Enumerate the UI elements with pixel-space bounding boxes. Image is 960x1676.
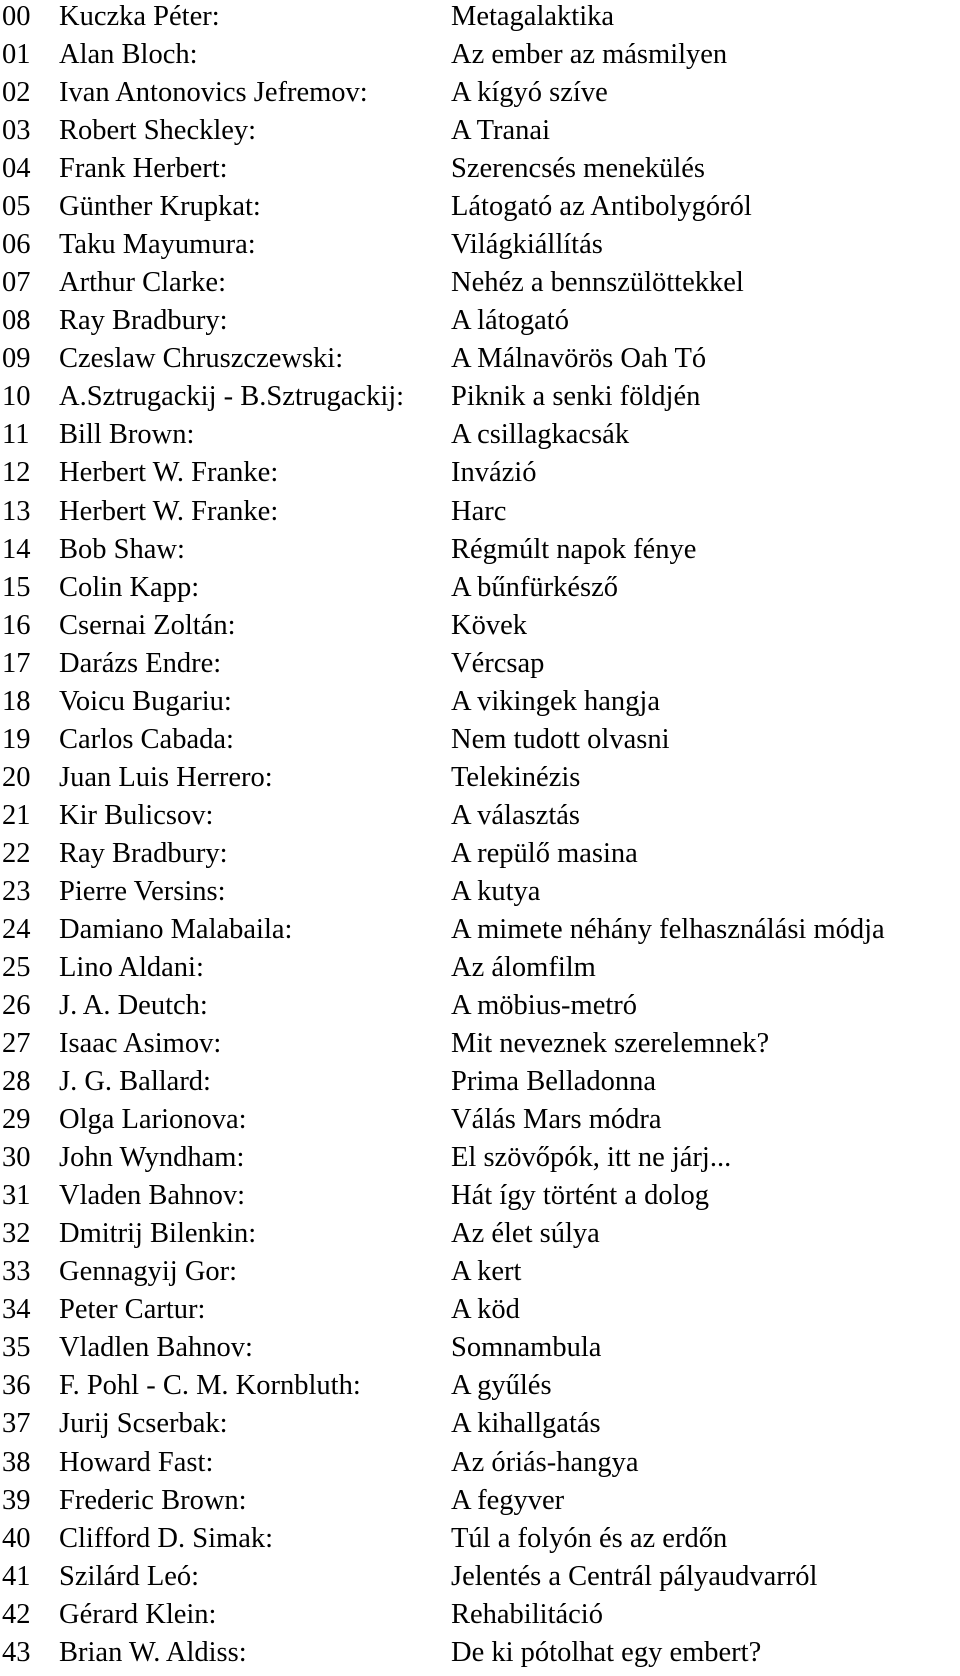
entry-number: 21 <box>2 799 31 831</box>
entry-title: Mit neveznek szerelemnek? <box>451 1028 770 1060</box>
entry-title: Jelentés a Centrál pályaudvarról <box>451 1560 818 1592</box>
entry-author: Ivan Antonovics Jefremov: <box>59 77 368 109</box>
list-item <box>0 302 960 340</box>
entry-number: 34 <box>2 1294 31 1326</box>
entry-title: A kígyó szíve <box>451 77 608 109</box>
entry-author: Jurij Scserbak: <box>59 1408 228 1440</box>
entry-title: A möbius-metró <box>451 990 638 1022</box>
list-item <box>0 873 960 911</box>
list-item <box>0 1253 960 1291</box>
entry-title: Nem tudott olvasni <box>451 723 670 755</box>
entry-author: Juan Luis Herrero: <box>59 761 273 793</box>
entry-author: Czeslaw Chruszczewski: <box>59 343 344 375</box>
entry-title: El szövőpók, itt ne járj... <box>451 1142 732 1174</box>
list-item <box>0 797 960 835</box>
entry-title: Kövek <box>451 609 527 641</box>
entry-title: Az ember az másmilyen <box>451 39 728 71</box>
list-item <box>0 1596 960 1634</box>
entry-author: Clifford D. Simak: <box>59 1522 274 1554</box>
entry-author: Arthur Clarke: <box>59 267 226 299</box>
list-item <box>0 569 960 607</box>
entry-number: 19 <box>2 723 31 755</box>
list-item <box>0 493 960 531</box>
list-item <box>0 1215 960 1253</box>
entry-title: A kutya <box>451 875 541 907</box>
entry-number: 13 <box>2 495 31 527</box>
entry-author: John Wyndham: <box>59 1142 245 1174</box>
entry-number: 15 <box>2 571 31 603</box>
list-item <box>0 1634 960 1672</box>
entry-number: 42 <box>2 1598 31 1630</box>
entry-number: 00 <box>2 1 31 32</box>
entry-author: Taku Mayumura: <box>59 229 256 261</box>
list-item <box>0 721 960 759</box>
list-item <box>0 759 960 797</box>
entry-author: F. Pohl - C. M. Kornbluth: <box>59 1370 361 1402</box>
entry-author: Frank Herbert: <box>59 153 228 185</box>
entry-number: 37 <box>2 1408 31 1440</box>
entry-title: Nehéz a bennszülöttekkel <box>451 267 744 299</box>
entry-title: Régmúlt napok fénye <box>451 533 697 565</box>
entry-author: Vladen Bahnov: <box>59 1180 246 1212</box>
list-item <box>0 74 960 112</box>
entry-number: 22 <box>2 837 31 869</box>
entry-title: A köd <box>451 1294 520 1326</box>
entry-author: Pierre Versins: <box>59 875 226 907</box>
entry-title: Metagalaktika <box>451 1 615 32</box>
entry-number: 08 <box>2 305 31 337</box>
entry-author: Dmitrij Bilenkin: <box>59 1218 257 1250</box>
entry-author: Alan Bloch: <box>59 39 198 71</box>
list-item <box>0 150 960 188</box>
list-item <box>0 1025 960 1063</box>
entry-title: A csillagkacsák <box>451 419 630 451</box>
entry-title: Szerencsés menekülés <box>451 153 706 185</box>
list-item <box>0 683 960 721</box>
entry-author: Lino Aldani: <box>59 952 204 983</box>
entry-number: 12 <box>2 457 31 489</box>
entry-title: A vikingek hangja <box>451 685 660 717</box>
entry-number: 18 <box>2 685 31 717</box>
entry-title: A gyűlés <box>451 1370 552 1402</box>
entry-number: 25 <box>2 952 31 983</box>
list-item <box>0 645 960 683</box>
entry-number: 02 <box>2 77 31 109</box>
entry-title: Az óriás-hangya <box>451 1446 639 1478</box>
entry-title: Az élet súlya <box>451 1218 600 1250</box>
list-item <box>0 1101 960 1139</box>
list-item <box>0 0 960 36</box>
list-item <box>0 378 960 416</box>
entry-number: 29 <box>2 1104 31 1136</box>
entry-author: Peter Cartur: <box>59 1294 206 1326</box>
entry-author: Damiano Malabaila: <box>59 913 293 945</box>
entry-author: Günther Krupkat: <box>59 191 261 223</box>
entry-title: Piknik a senki földjén <box>451 381 701 413</box>
entry-title: Látogató az Antibolygóról <box>451 191 752 223</box>
entry-number: 35 <box>2 1332 31 1364</box>
entry-title: A kihallgatás <box>451 1408 601 1440</box>
entry-author: Szilárd Leó: <box>59 1560 200 1592</box>
entry-title: De ki pótolhat egy embert? <box>451 1636 762 1668</box>
entry-number: 07 <box>2 267 31 299</box>
entry-number: 01 <box>2 39 31 71</box>
entry-number: 26 <box>2 990 31 1022</box>
list-item <box>0 1558 960 1596</box>
entry-title: A látogató <box>451 305 569 337</box>
entry-number: 32 <box>2 1218 31 1250</box>
entry-title: A mimete néhány felhasználási módja <box>451 913 885 945</box>
entry-author: Olga Larionova: <box>59 1104 247 1136</box>
entry-number: 40 <box>2 1522 31 1554</box>
entry-author: Colin Kapp: <box>59 571 200 603</box>
entry-title: Prima Belladonna <box>451 1066 656 1098</box>
entry-title: A Tranai <box>451 115 550 147</box>
list-item <box>0 1405 960 1443</box>
entry-author: Brian W. Aldiss: <box>59 1636 247 1668</box>
entry-number: 30 <box>2 1142 31 1174</box>
list-item <box>0 1063 960 1101</box>
entry-number: 41 <box>2 1560 31 1592</box>
list-item <box>0 188 960 226</box>
entry-title: A repülő masina <box>451 837 638 869</box>
entry-title: A fegyver <box>451 1484 565 1516</box>
entry-author: Herbert W. Franke: <box>59 495 279 527</box>
entry-number: 20 <box>2 761 31 793</box>
entry-number: 14 <box>2 533 31 565</box>
entry-number: 11 <box>2 419 30 451</box>
entry-author: J. A. Deutch: <box>59 990 208 1022</box>
list-item <box>0 835 960 873</box>
entry-number: 10 <box>2 381 31 413</box>
entry-number: 09 <box>2 343 31 375</box>
entry-number: 23 <box>2 875 31 907</box>
entry-number: 43 <box>2 1636 31 1668</box>
list-item <box>0 987 960 1025</box>
entry-number: 31 <box>2 1180 31 1212</box>
entry-author: Gennagyij Gor: <box>59 1256 238 1288</box>
list-item <box>0 416 960 454</box>
entry-number: 16 <box>2 609 31 641</box>
entry-number: 39 <box>2 1484 31 1516</box>
list-item <box>0 1291 960 1329</box>
entry-author: Gérard Klein: <box>59 1598 217 1630</box>
entry-title: Az álomfilm <box>451 952 596 983</box>
list-item <box>0 531 960 569</box>
list-item <box>0 1367 960 1405</box>
entry-author: Carlos Cabada: <box>59 723 234 755</box>
entry-number: 36 <box>2 1370 31 1402</box>
entry-title: Telekinézis <box>451 761 581 793</box>
list-item <box>0 340 960 378</box>
entry-author: Bob Shaw: <box>59 533 185 565</box>
entry-number: 03 <box>2 115 31 147</box>
list-item <box>0 36 960 74</box>
list-item <box>0 607 960 645</box>
entry-author: Voicu Bugariu: <box>59 685 232 717</box>
entry-author: A.Sztrugackij - B.Sztrugackij: <box>59 381 405 413</box>
list-item <box>0 1520 960 1558</box>
entry-number: 17 <box>2 647 31 679</box>
entry-title: Harc <box>451 495 507 527</box>
list-item <box>0 1177 960 1215</box>
entry-number: 24 <box>2 913 31 945</box>
entry-number: 28 <box>2 1066 31 1098</box>
entry-title: A bűnfürkésző <box>451 571 619 603</box>
entry-number: 27 <box>2 1028 31 1060</box>
entry-author: Kir Bulicsov: <box>59 799 214 831</box>
entry-title: Invázió <box>451 457 537 489</box>
entry-number: 38 <box>2 1446 31 1478</box>
entry-author: Vladlen Bahnov: <box>59 1332 253 1364</box>
list-item <box>0 1139 960 1177</box>
entry-title: Világkiállítás <box>451 229 603 261</box>
entry-author: J. G. Ballard: <box>59 1066 211 1098</box>
list-item <box>0 226 960 264</box>
entry-title: A választás <box>451 799 581 831</box>
list-item <box>0 454 960 492</box>
entry-title: Rehabilitáció <box>451 1598 603 1630</box>
entry-title: A Málnavörös Oah Tó <box>451 343 707 375</box>
entry-title: Somnambula <box>451 1332 602 1364</box>
entry-number: 05 <box>2 191 31 223</box>
list-item <box>0 264 960 302</box>
entry-title: Hát így történt a dolog <box>451 1180 710 1212</box>
entry-author: Frederic Brown: <box>59 1484 247 1516</box>
entry-author: Robert Sheckley: <box>59 115 257 147</box>
list-item <box>0 949 960 987</box>
list-item <box>0 1444 960 1482</box>
entry-number: 33 <box>2 1256 31 1288</box>
entry-author: Kuczka Péter: <box>59 1 220 32</box>
entry-title: Túl a folyón és az erdőn <box>451 1522 728 1554</box>
list-item <box>0 1482 960 1520</box>
list-item <box>0 911 960 949</box>
entry-number: 04 <box>2 153 31 185</box>
entry-title: Válás Mars módra <box>451 1104 662 1136</box>
list-item <box>0 1329 960 1367</box>
entry-author: Darázs Endre: <box>59 647 222 679</box>
entry-number: 06 <box>2 229 31 261</box>
entry-author: Herbert W. Franke: <box>59 457 279 489</box>
entry-author: Csernai Zoltán: <box>59 609 236 641</box>
entry-author: Howard Fast: <box>59 1446 214 1478</box>
entry-author: Ray Bradbury: <box>59 837 228 869</box>
entry-title: Vércsap <box>451 647 545 679</box>
entry-author: Isaac Asimov: <box>59 1028 222 1060</box>
list-item <box>0 112 960 150</box>
entry-title: A kert <box>451 1256 522 1288</box>
entry-author: Ray Bradbury: <box>59 305 228 337</box>
entry-author: Bill Brown: <box>59 419 195 451</box>
